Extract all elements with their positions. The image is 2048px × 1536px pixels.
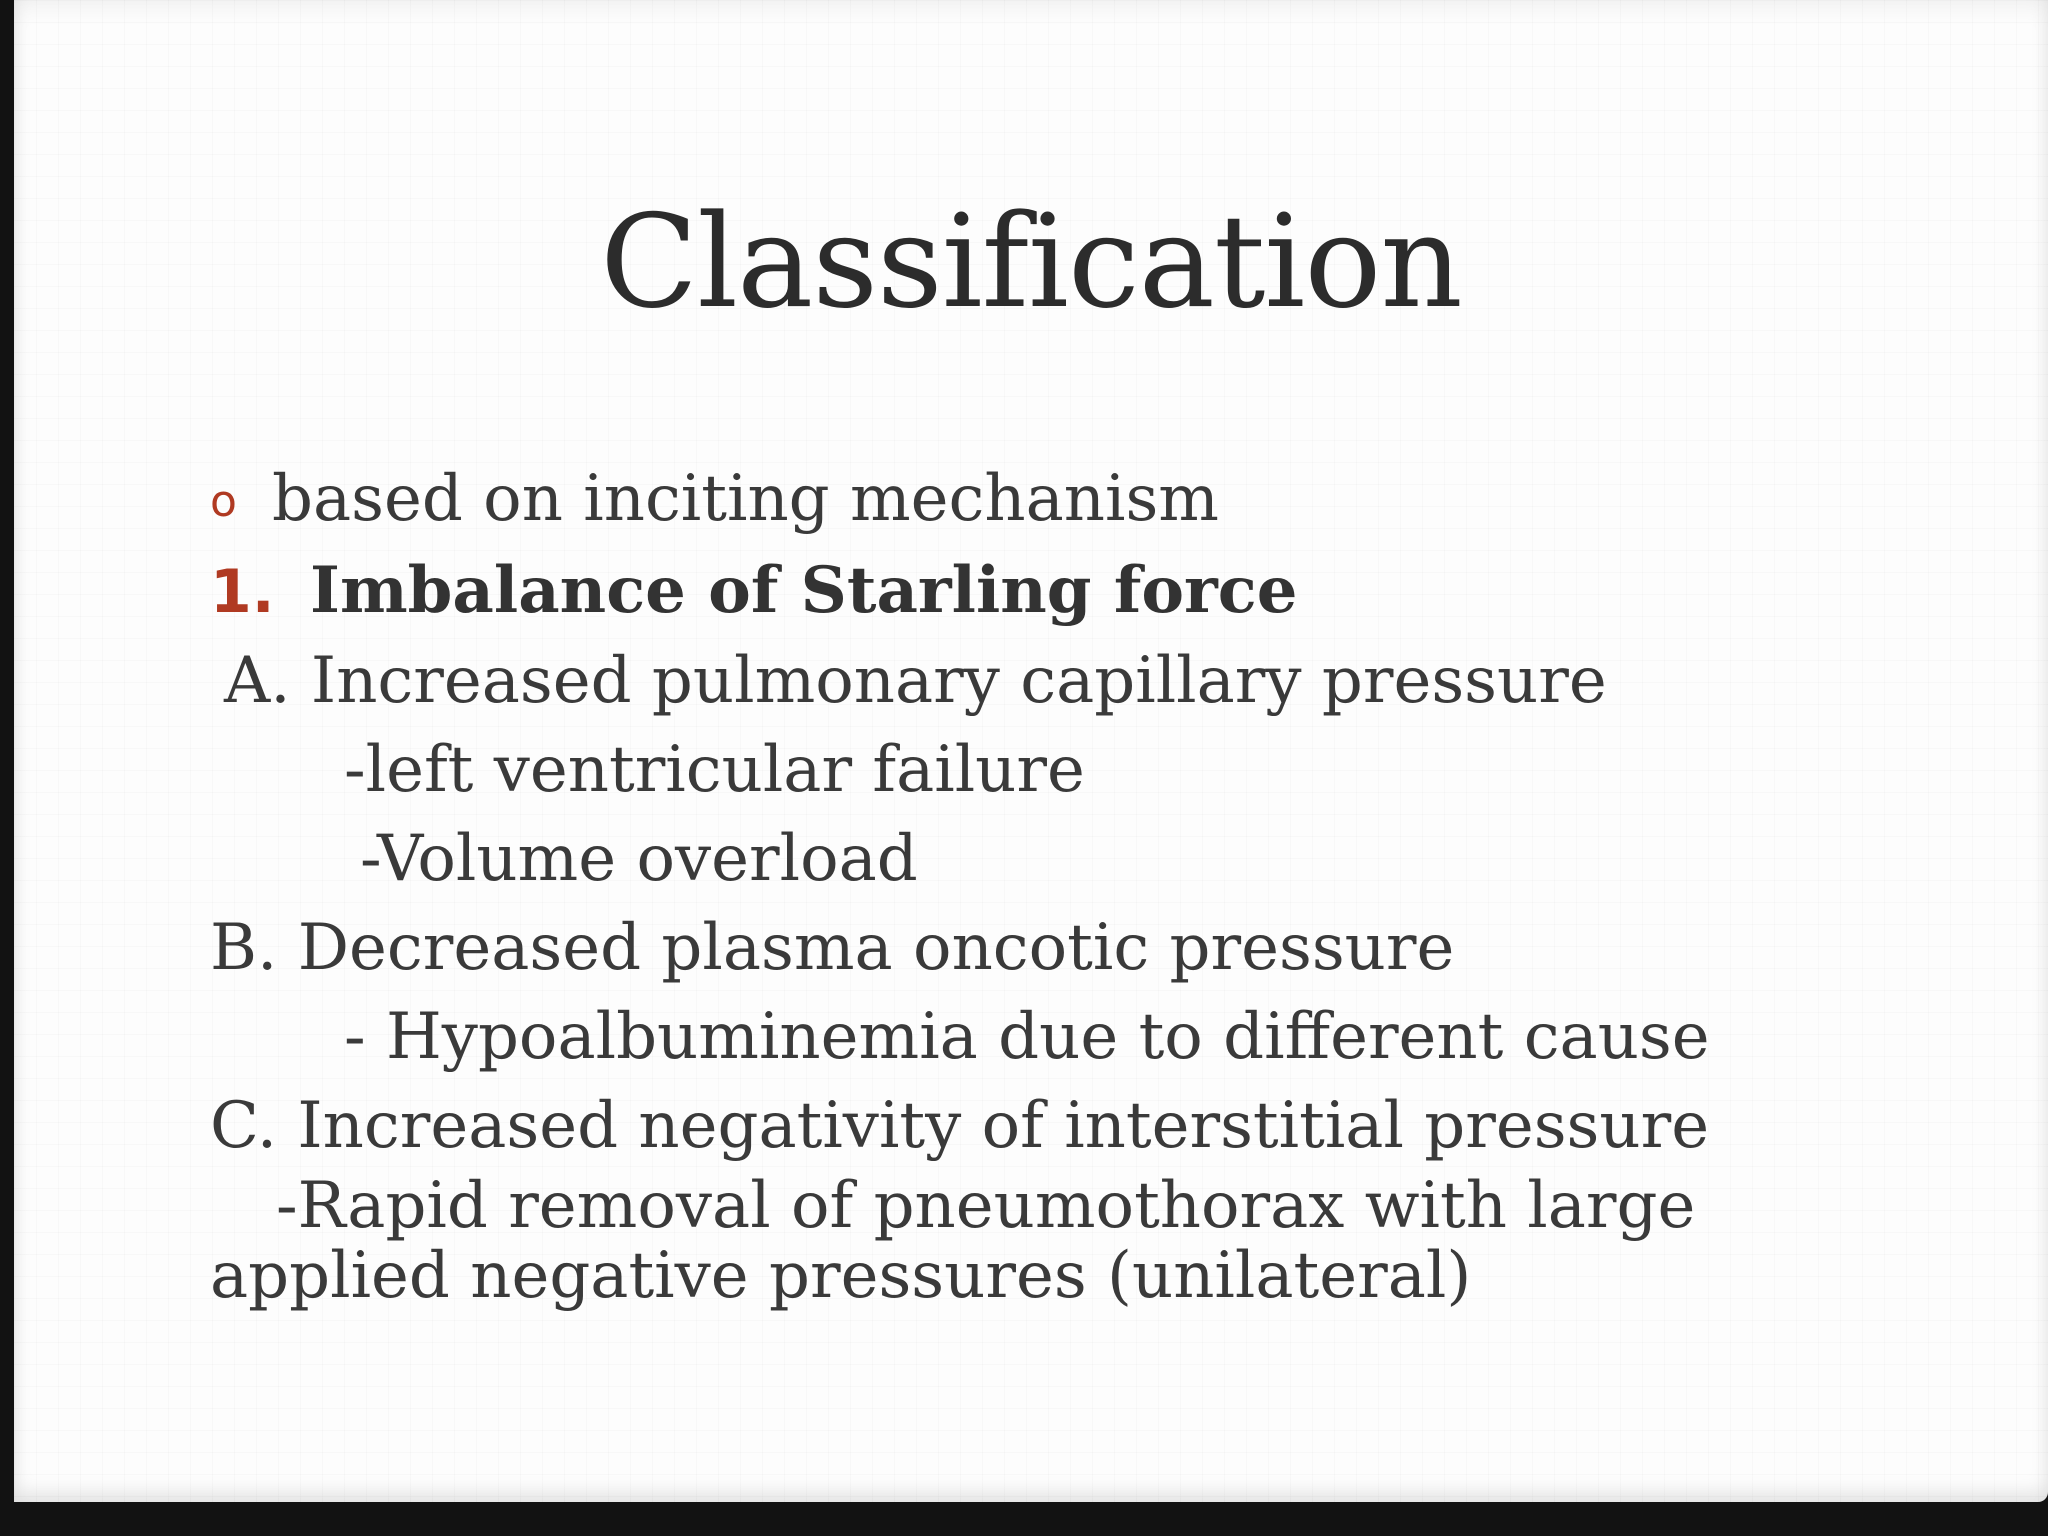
list-item: A. Increased pulmonary capillary pressure <box>224 644 1607 718</box>
slide <box>14 0 2048 1502</box>
numbered-heading <box>210 546 1910 637</box>
bullet-icon: o <box>210 476 237 527</box>
list-item: -left ventricular failure <box>344 733 1085 807</box>
list-item: C. Increased negativity of interstitial pressure <box>210 1089 1710 1163</box>
slide-body <box>210 455 1910 1311</box>
heading-text: Imbalance of Starling force <box>310 553 1298 628</box>
list-item-wrapped <box>210 1171 1770 1311</box>
list-item: B. Decreased plasma oncotic pressure <box>210 911 1455 985</box>
list-item: - Hypoalbuminemia due to different cause <box>344 1000 1710 1074</box>
intro-text: based on inciting mechanism <box>272 462 1219 536</box>
intro-line <box>210 455 1910 546</box>
list-item-part: applied negative pressures (unilateral) <box>210 1239 1472 1313</box>
list-item: -Volume overload <box>360 822 918 896</box>
list-number: 1. <box>210 557 275 627</box>
list-item-part: -Rapid removal of pneumothorax with large <box>276 1169 1696 1243</box>
slide-title: Classification <box>600 188 1462 337</box>
